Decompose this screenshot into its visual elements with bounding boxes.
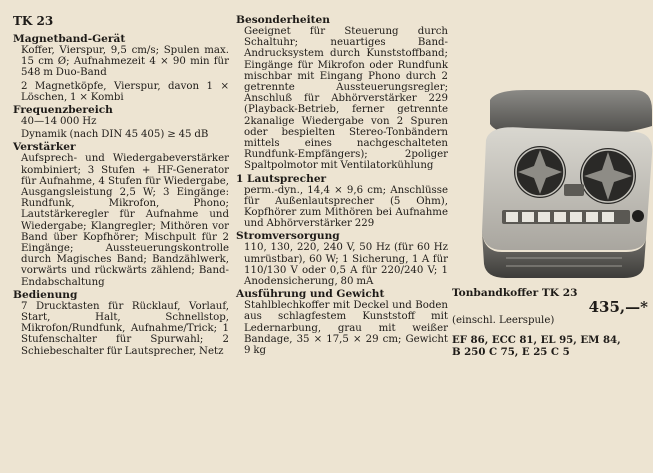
section-body: [244, 26, 448, 172]
section-paragraph: Geeignet für Steuerung durch Schaltuhr; neuartiges Band-Andrucksystem durch Kunststoffband; Eingänge für Mikrofon oder Rundfunk mischbar mit Eingang Phono durch 2 getrennte Aussteuerungsregler; Anschluß für Abhörverstärker 229 (Playback-Betrieb, ferner getrennte 2kanalige Wiedergabe von 2 Spuren oder bespielten Stereo-Tonbändern mittels eines nachgeschalteten Rundfunk-Empfängers); 2poliger Spaltpolmotor mit Ventilatorkühlung: [244, 26, 448, 172]
section-heading: 1 Lautsprecher: [236, 172, 327, 185]
section-heading: Besonderheiten: [236, 14, 330, 26]
spec-section: [236, 288, 448, 356]
section-body: [244, 300, 448, 356]
section-heading: Ausführung und Gewicht: [236, 288, 385, 301]
section-body: [21, 116, 229, 140]
section-paragraph: Stahlblechkoffer mit Deckel und Boden aus schlagfestem Kunststoff mit Ledernarbung, grau mit weißer Bandage, 35 × 17,5 × 29 cm; Gewicht 9 kg: [244, 300, 448, 357]
price-note: (einschl. Leerspule): [452, 315, 555, 326]
spec-section: [13, 141, 229, 287]
section-heading: Frequenzbereich: [13, 104, 113, 117]
photo-caption: Tonbandkoffer TK 23: [452, 287, 578, 299]
section-paragraph: Koffer, Vierspur, 9,5 cm/s; Spulen max. 15 cm Ø; Aufnahmezeit 4 × 90 min für 548 m Duo-Band: [21, 45, 229, 79]
price: 435,—*: [588, 298, 648, 316]
spec-section: [13, 33, 229, 103]
section-body: [21, 301, 229, 357]
section-body: [21, 45, 229, 103]
spec-column-left: [13, 14, 229, 358]
section-body: [244, 185, 448, 230]
section-paragraph: Aufsprech- und Wiedergabeverstärker kombiniert; 3 Stufen + HF-Generator für Aufnahme, 4 Stufen für Wiedergabe, Ausgangsleistung 2,5 W; 3 Eingänge: Rundfunk, Mikrofon, Phono; Lautstärkeregler für Aufnahme und Wiedergabe; Klangregler; Mithören vor Band über Kopfhörer; Mischpult für 2 Eingänge; Aussteuerungskontrolle durch Magisches Band; Bandzählwerk, vorwärts und rückwärts zählend; Band-Endabschaltung: [21, 153, 229, 288]
section-paragraph: Dynamik (nach DIN 45 405) ≥ 45 dB: [21, 129, 209, 141]
section-body: [244, 242, 448, 287]
product-aside: [452, 80, 652, 358]
tape-recorder-photo: [466, 80, 653, 285]
section-paragraph: 2 Magnetköpfe, Vierspur, davon 1 × Löschen, 1 × Kombi: [21, 80, 229, 103]
spec-section: [236, 173, 448, 230]
section-heading: Verstärker: [13, 141, 76, 154]
section-heading: Stromversorgung: [236, 230, 340, 243]
spec-section: [13, 289, 229, 357]
spec-section: [236, 230, 448, 287]
section-heading: Bedienung: [13, 288, 78, 301]
model-title: TK 23: [13, 14, 54, 28]
section-body: [21, 153, 229, 287]
spec-column-middle: [236, 14, 448, 357]
tube-list: [452, 334, 652, 358]
section-heading: Magnetband-Gerät: [13, 33, 126, 45]
section-paragraph: 110, 130, 220, 240 V, 50 Hz (für 60 Hz umrüstbar), 60 W; 1 Sicherung, 1 A für 110/130 V oder 0,5 A für 220/240 V; 1 Anodensicherung, 80 mA: [244, 242, 448, 288]
spec-section: [13, 104, 229, 140]
section-paragraph: 7 Drucktasten für Rücklauf, Vorlauf, Start, Halt, Schnellstop, Mikrofon/Rundfunk, Aufnahme/Trick; 1 Stufenschalter für Spurwahl; 2 Schiebeschalter für Lautsprecher, Netz: [21, 300, 229, 357]
spec-section: [236, 14, 448, 172]
tube-line: EF 86, ECC 81, EL 95, EM 84,: [452, 334, 621, 346]
section-paragraph: perm.-dyn., 14,4 × 9,6 cm; Anschlüsse für Außenlautsprecher (5 Ohm), Kopfhörer zum Mithören bei Aufnahme und Abhörverstärker 229: [244, 184, 448, 230]
section-paragraph: 40—14 000 Hz: [21, 116, 97, 128]
tube-line: B 250 C 75, E 25 C 5: [452, 346, 570, 358]
